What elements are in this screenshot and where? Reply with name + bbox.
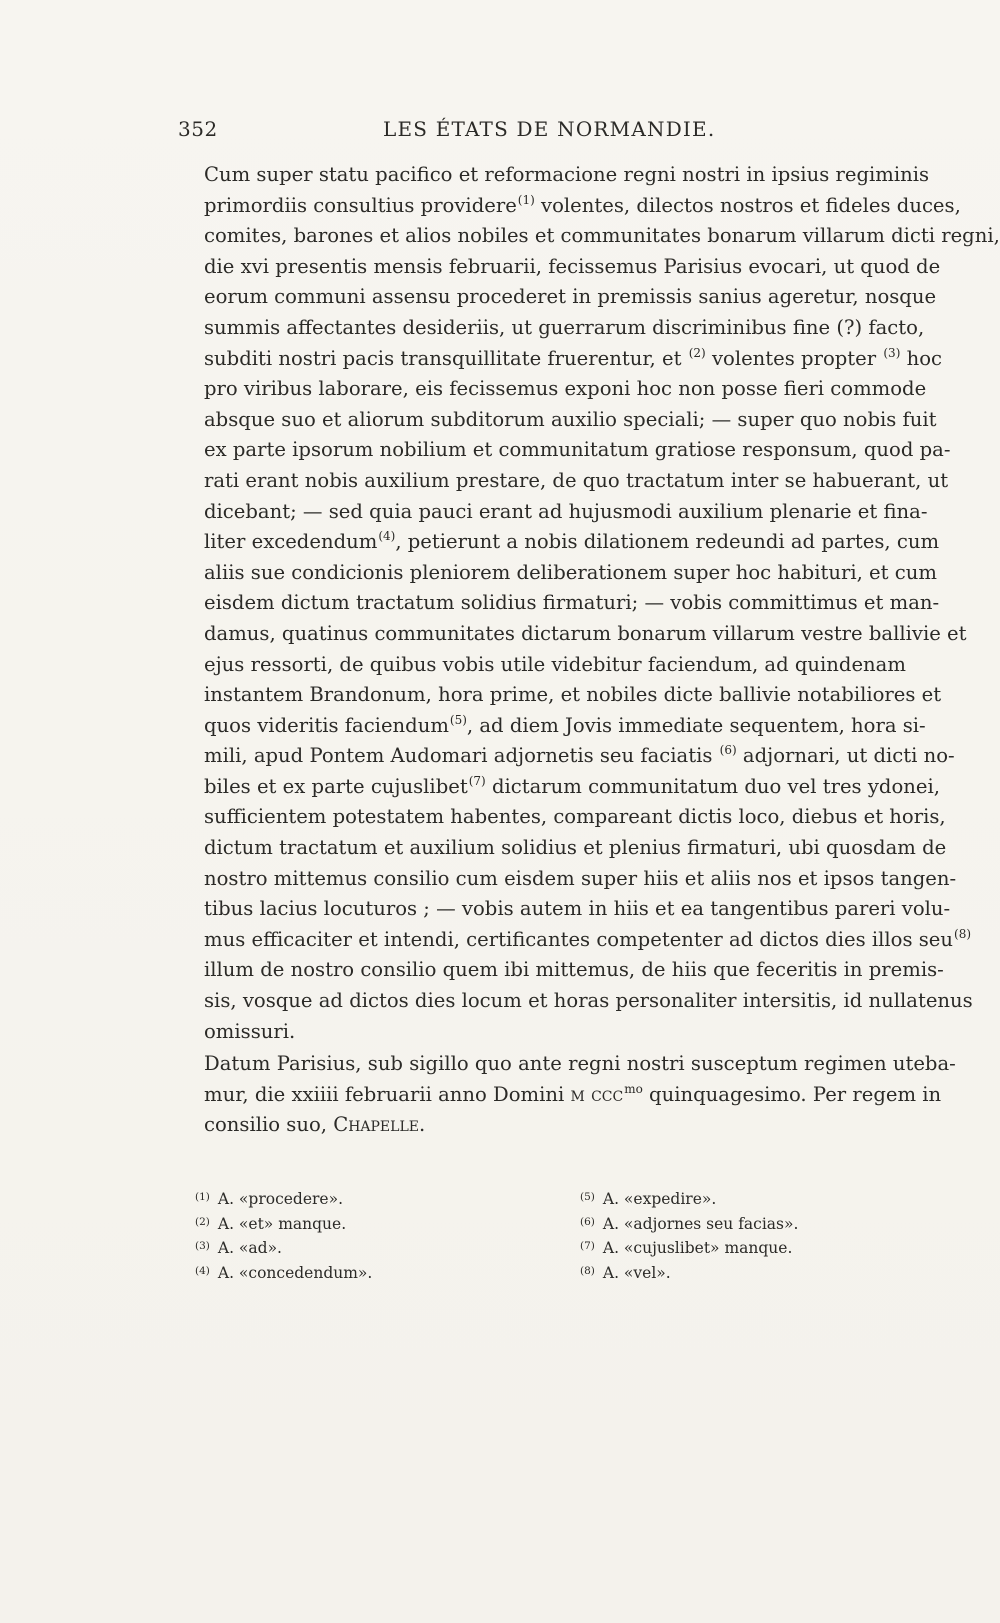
text-line: subditi nostri pacis transquillitate fruerentur, et $^{(2)}$ volentes propter $^{(3)}$ hoc: [204, 345, 942, 370]
footnote: $^{(5)}$ A. «expedire».: [580, 1190, 717, 1208]
footnote-marker: (7): [468, 773, 486, 788]
text-line: mur, die xxiiii februarii anno Domini m ccc$^{mo}$ quinquagesimo. Per regem in: [204, 1081, 942, 1106]
footnote-marker: (8): [954, 926, 972, 941]
text-line: Cum super statu pacifico et reformacione regni nostri in ipsius regiminis: [204, 163, 930, 186]
footnote: $^{(6)}$ A. «adjornes seu facias».: [580, 1214, 799, 1233]
paragraph-2: [178, 1049, 956, 1141]
text-line: instantem Brandonum, hora prime, et nobiles dicte ballivie notabiliores et: [204, 683, 942, 707]
text-line: sufficientem potestatem habentes, compareant dictis loco, diebus et horis,: [204, 805, 946, 829]
footnote-marker: (6): [719, 743, 737, 758]
footnote: $^{(8)}$ A. «vel».: [580, 1263, 671, 1282]
text-line: absque suo et aliorum subditorum auxilio speciali; — super quo nobis fuit: [204, 407, 937, 431]
text-line: dicebant; — sed quia pauci erant ad hujusmodi auxilium plenarie et fina-: [204, 499, 928, 523]
text-line: eisdem dictum tractatum solidius firmaturi; — vobis committimus et man-: [204, 591, 940, 615]
signature-name: Chapelle: [333, 1113, 419, 1137]
text-line: primordiis consultius providere$^{(1)}$ volentes, dilectos nostros et fideles duces,: [204, 192, 961, 217]
footnote-marker: (2): [688, 345, 706, 360]
text-line: nostro mittemus consilio cum eisdem super hiis et aliis nos et ipsos tangen-: [204, 866, 957, 890]
running-head: LES ÉTATS DE NORMANDIE.: [383, 117, 716, 141]
text-line: mili, apud Pontem Audomari adjornetis seu faciatis $^{(6)}$ adjornari, ut dicti no-: [204, 743, 955, 768]
text-line: summis affectantes desideriis, ut guerrarum discriminibus fine (?) facto,: [204, 315, 925, 339]
text-line: rati erant nobis auxilium prestare, de quo tractatum inter se habuerant, ut: [204, 468, 949, 492]
text-line: illum de nostro consilio quem ibi mittemus, de hiis que feceritis in premis-: [204, 958, 944, 982]
text-line: consilio suo, Chapelle.: [204, 1113, 426, 1137]
text-line: ejus ressorti, de quibus vobis utile videbitur faciendum, ad quindenam: [204, 652, 906, 676]
footnote: $^{(7)}$ A. «cujuslibet» manque.: [580, 1239, 793, 1258]
text-line: sis, vosque ad dictos dies locum et horas personaliter intersitis, id nullatenus: [204, 989, 973, 1013]
text-line: aliis sue condicionis pleniorem deliberationem super hoc habituri, et cum: [204, 560, 937, 584]
text-line: dictum tractatum et auxilium solidius et plenius firmaturi, ubi quosdam de: [204, 836, 947, 860]
text-line: biles et ex parte cujuslibet$^{(7)}$ dictarum communitatum duo vel tres ydonei,: [204, 773, 940, 798]
text-line: eorum communi assensu procederet in premissis sanius ageretur, nosque: [204, 285, 937, 309]
text-line: liter excedendum$^{(4)}$, petierunt a nobis dilationem redeundi ad partes, cum: [204, 529, 940, 554]
body-text: [178, 160, 1000, 1141]
footnote-marker: (5): [449, 712, 467, 727]
footnotes-right-column: [580, 1186, 900, 1284]
text-line: comites, barones et alios nobiles et communitates bonarum villarum dicti regni,: [204, 224, 1000, 248]
footnote: $^{(3)}$ A. «ad».: [195, 1239, 282, 1258]
text-line: omissuri.: [204, 1019, 296, 1043]
page-header: [178, 117, 898, 147]
paragraph-1: [178, 160, 1000, 1047]
footnote: $^{(1)}$ A. «procedere».: [195, 1190, 344, 1208]
footnote-marker: (3): [883, 345, 901, 360]
text-line: damus, quatinus communitates dictarum bonarum villarum vestre ballivie et: [204, 621, 967, 645]
text-line: pro viribus laborare, eis fecissemus exponi hoc non posse fieri commode: [204, 377, 927, 401]
footnote: $^{(4)}$ A. «concedendum».: [195, 1263, 373, 1282]
footnote-marker: (1): [517, 192, 535, 207]
page-number: 352: [178, 117, 218, 141]
text-line: tibus lacius locuturos ; — vobis autem in hiis et ea tangentibus pareri volu-: [204, 897, 951, 921]
text-line: quos videritis faciendum$^{(5)}$, ad diem Jovis immediate sequentem, hora si-: [204, 712, 926, 737]
text-line: Datum Parisius, sub sigillo quo ante regni nostri susceptum regimen uteba-: [204, 1052, 956, 1076]
footnote: $^{(2)}$ A. «et» manque.: [195, 1214, 347, 1233]
footnote-marker: (4): [378, 529, 396, 544]
text-line: die xvi presentis mensis februarii, fecissemus Parisius evocari, ut quod de: [204, 254, 941, 278]
text-line: mus efficaciter et intendi, certificantes competenter ad dictos dies illos seu$^{(8)}$: [204, 926, 972, 951]
text-line: ex parte ipsorum nobilium et communitatum gratiose responsum, quod pa-: [204, 438, 951, 462]
footnotes-left-column: [195, 1186, 515, 1284]
